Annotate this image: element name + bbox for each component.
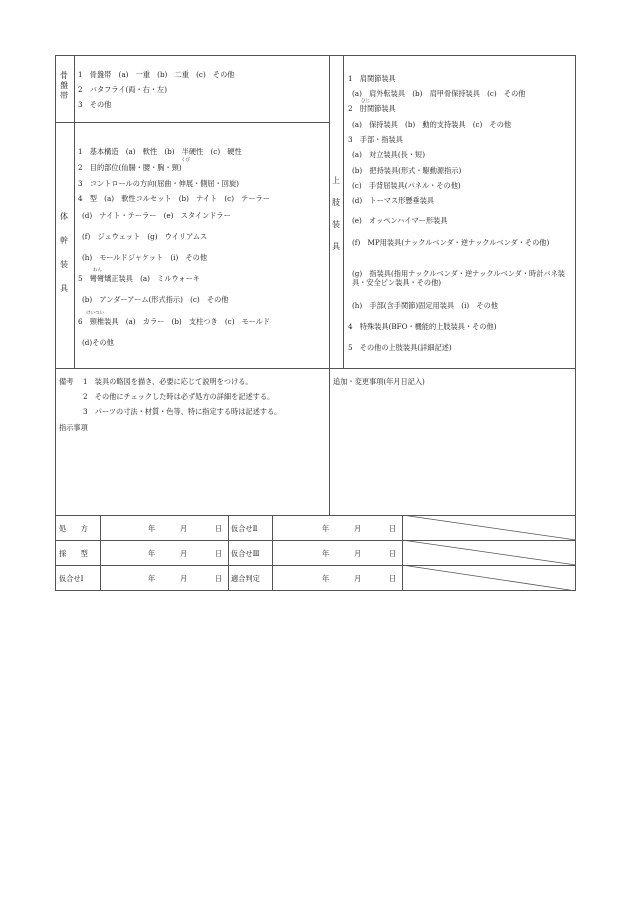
upper-line-2: (a) 肩外転装具 (b) 肩甲骨保持装具 (c) その他: [352, 89, 526, 98]
ruby-neck: くび: [181, 158, 190, 163]
upper-label: 上 肢 装 具: [332, 176, 340, 251]
notes-item-1: 1 装具の略図を描き、必要に応じて説明をつける。: [83, 377, 253, 386]
divider-coxa: [55, 122, 329, 123]
upper-line-15: 5 その他の上肢装具(詳細記述): [348, 343, 452, 352]
upper-line-8: (c) 手背屈装具(パネル・その他): [352, 181, 461, 190]
divider-mid: [329, 55, 330, 515]
instructions-label: 指示事項: [59, 423, 88, 432]
coxa-line-2: 2 バタフライ(両・右・左): [78, 85, 168, 94]
divider-right-label: [343, 55, 344, 368]
date-row-3-year2: 年: [322, 574, 330, 583]
date-row-2-label: 採 型: [59, 549, 88, 558]
ruby-keitsui: けいつい: [86, 311, 104, 316]
date-row-2-day: 日: [215, 549, 223, 558]
date-row-3-label: 仮合せⅠ: [59, 574, 84, 583]
upper-line-6: (a) 対立装具(長・短): [352, 150, 426, 159]
date-row-2-year: 年: [148, 549, 156, 558]
changes-label: 追加・変更事項(年月日記入): [333, 377, 425, 386]
coxa-line-1: 1 骨盤帯 (a) 一重 (b) 二重 (c) その他: [78, 70, 235, 79]
notes-label: 備考: [59, 377, 74, 386]
coxa-line-3: 3 その他: [78, 100, 112, 109]
ruby-hiji: ひじ: [361, 99, 370, 104]
divider-notes: [55, 368, 576, 369]
trunk-line-2: 2 目的部位(仙腸・腰・胸・頸): [78, 163, 182, 172]
upper-line-5: 3 手部・指装具: [348, 135, 403, 144]
date-row-2-month2: 月: [354, 549, 362, 558]
date-row-1-day2: 日: [389, 524, 397, 533]
date-row-3-month2: 月: [354, 574, 362, 583]
trunk-line-6: (f) ジュウェット (g) ウイリアムス: [82, 232, 208, 241]
upper-line-4: (a) 保持装具 (b) 動的支持装具 (c) その他: [352, 120, 512, 129]
trunk-line-8: 5 彎彎矯正装具 (a) ミルウォーキ: [78, 274, 200, 283]
upper-line-3: 2 肘関節装具: [348, 104, 396, 113]
date-row-1-label: 処 方: [59, 524, 88, 533]
trunk-line-3: 3 コントロールの方向(屈曲・伸展・側屈・回旋): [78, 179, 239, 188]
date-row-1-year2: 年: [322, 524, 330, 533]
divider-date-a: [100, 515, 101, 591]
date-row-1-month: 月: [180, 524, 188, 533]
date-row-1-year: 年: [148, 524, 156, 533]
trunk-line-1: 1 基本構造 (a) 軟性 (b) 半硬性 (c) 硬性: [78, 147, 242, 156]
divider-left-label: [74, 55, 75, 368]
upper-line-13: (h) 手部(含手関節)固定用装具 (i) その他: [352, 301, 498, 310]
ruby-wan: わん: [93, 268, 102, 273]
date-row-1-day: 日: [215, 524, 223, 533]
upper-line-12: (g) 指装具(指用ナックルベンダ・逆ナックルベンダ・時計バネ装具・安全ピン装具・その他): [352, 269, 565, 287]
date-row-3-right-label: 適合判定: [231, 574, 260, 583]
upper-line-11: (f) MP用装具(ナックルベンダ・逆ナックルベンダ・その他): [352, 238, 550, 247]
trunk-line-9: (b) アンダーアーム(形式指示) (c) その他: [82, 295, 229, 304]
date-row-1-month2: 月: [354, 524, 362, 533]
date-row-3-year: 年: [148, 574, 156, 583]
upper-line-14: 4 特殊装具(BFO・機能的上肢装具・その他): [348, 322, 497, 331]
trunk-line-5: (d) ナイト・テーラー (e) スタインドラー: [82, 211, 231, 220]
divider-date-b: [228, 515, 229, 591]
date-row-3-day2: 日: [389, 574, 397, 583]
divider-date-c: [272, 515, 273, 591]
date-row-2-month: 月: [180, 549, 188, 558]
coxa-label: 骨 盤 帯: [60, 71, 68, 100]
notes-item-3: 3 パーツの寸法・材質・色等、特に指定する時は記述する。: [83, 407, 282, 416]
trunk-line-11: (d)その他: [82, 338, 114, 347]
trunk-line-4: 4 型 (a) 軟性コルセット (b) ナイト (c) テーラー: [78, 194, 270, 203]
notes-item-2: 2 その他にチェックした時は必ず処方の詳細を記述する。: [83, 392, 275, 401]
trunk-line-10: 6 頸椎装具 (a) カラー (b) 支柱つき (c) モールド: [78, 317, 271, 326]
date-row-2-right-label: 仮合せⅢ: [231, 549, 260, 558]
date-row-2-day2: 日: [389, 549, 397, 558]
upper-line-7: (b) 把持装具(形式・駆動源指示): [352, 166, 462, 175]
upper-line-9: (d) トーマス形懸垂装具: [352, 196, 435, 205]
trunk-label: 体 幹 装 具: [60, 212, 68, 293]
date-row-2-year2: 年: [322, 549, 330, 558]
date-row-3-day: 日: [215, 574, 223, 583]
diagonal-strikes: [402, 515, 576, 591]
upper-line-10: (e) オッペンハイマー形装具: [352, 216, 448, 225]
trunk-line-7: (h) モールドジャケット (i) その他: [82, 253, 208, 262]
date-row-3-month: 月: [180, 574, 188, 583]
date-row-1-right-label: 仮合せⅡ: [231, 524, 258, 533]
upper-line-1: 1 肩関節装具: [348, 74, 396, 83]
